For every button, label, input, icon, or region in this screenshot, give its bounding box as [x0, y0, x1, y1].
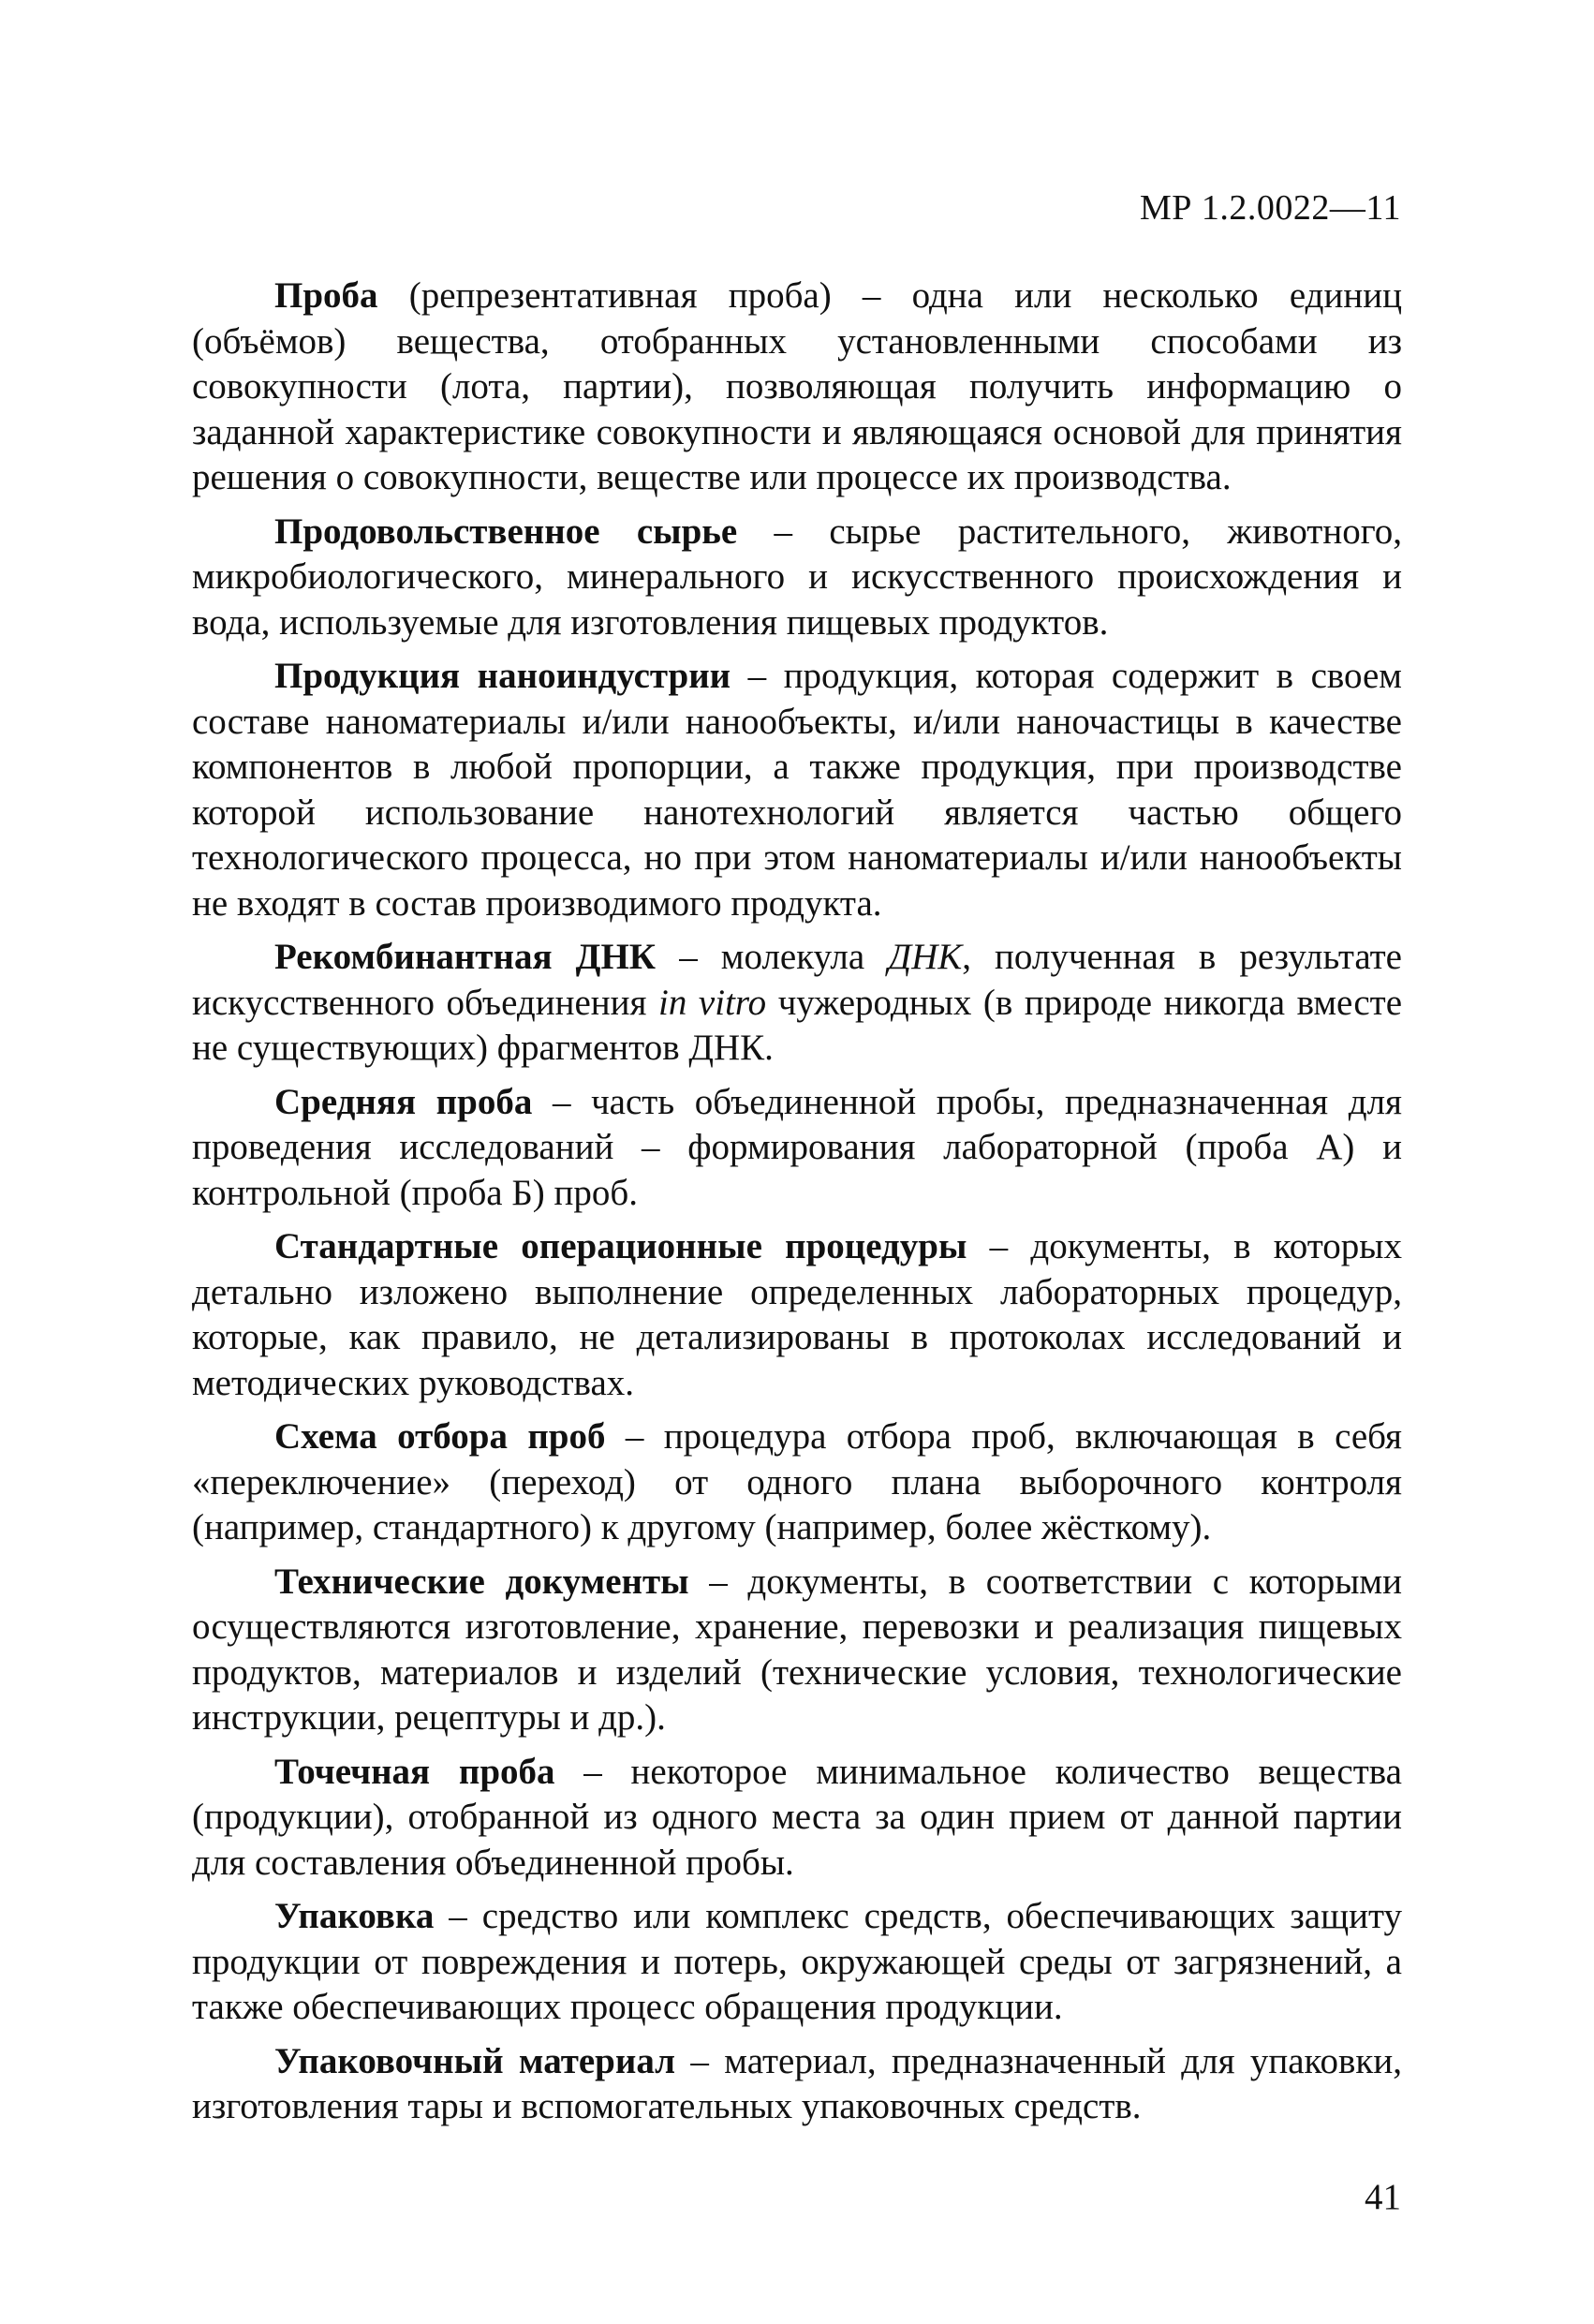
definition: – материал, предназначенный для упаковки, изготовления тары и вспомогательных упаковочных средств. [192, 2040, 1402, 2126]
definition: – средство или комплекс средств, обеспечивающих защиту продукции от повреждения и потерь, окружающей среды от загрязнений, а также обеспечивающих процесс обращения продукции. [192, 1896, 1402, 2027]
glossary-entry-skhema-otbora-prob [192, 1414, 1402, 1551]
definition-part: , полученная в результате искусственного объединения [192, 937, 1402, 1023]
definition: – документы, в которых детально изложено выполнение определенных лабораторных процедур, которые, как правило, не детализированы в протоколах исследований и методических руководствах. [192, 1226, 1402, 1403]
term: Рекомбинантная ДНК [274, 937, 657, 977]
glossary-entry-tochechnaya-proba [192, 1750, 1402, 1887]
definition: – продукция, которая содержит в своем составе наноматериалы и/или нанообъекты, и/или наночастицы в качестве компонентов в любой пропорции, а также продукция, при производстве которой использование нанотехнологий является частью общего технологического процесса, но при этом наноматериалы и/или нанообъекты не входят в состав производимого продукта. [192, 656, 1402, 924]
glossary-entry-upakovochnyy-material [192, 2039, 1402, 2130]
term: Стандартные операционные процедуры [274, 1226, 967, 1266]
term: Продовольственное сырье [274, 511, 738, 552]
glossary-entry-standartnye-protsedury [192, 1224, 1402, 1406]
definition: – часть объединенной пробы, предназначенная для проведения исследований – формирования лабораторной (проба А) и контрольной (проба Б) проб. [192, 1081, 1402, 1213]
term: Точечная проба [274, 1751, 555, 1792]
page-number: 41 [1365, 2177, 1401, 2217]
definition-italic: in vitro [658, 982, 767, 1023]
glossary-entry-proba [192, 274, 1402, 501]
glossary-body [192, 274, 1402, 2139]
definition: – сырье растительного, животного, микробиологического, минерального и искусственного происхождения и вода, используемые для изготовления пищевых продуктов. [192, 511, 1402, 643]
term: Технические документы [274, 1561, 689, 1602]
definition-part: чужеродных (в природе никогда вместе не существующих) фрагментов ДНК. [192, 982, 1403, 1068]
glossary-entry-srednyaya-proba [192, 1080, 1402, 1217]
glossary-entry-upakovka [192, 1894, 1402, 2031]
definition: – некоторое минимальное количество вещества (продукции), отобранной из одного места за один прием от данной партии для составления объединенной пробы. [192, 1751, 1402, 1883]
term: Упаковочный материал [274, 2040, 676, 2081]
definition: – процедура отбора проб, включающая в себя «переключение» (переход) от одного плана выборочного контроля (например, стандартного) к другому (например, более жёсткому). [192, 1416, 1402, 1547]
glossary-entry-prodovolstvennoe-syrye [192, 510, 1402, 646]
term: Продукция наноиндустрии [274, 656, 731, 696]
term: Проба [274, 275, 378, 316]
document-code-header: МР 1.2.0022—11 [1139, 188, 1401, 228]
glossary-entry-produktsiya-nanoindustrii [192, 654, 1402, 926]
term: Схема отбора проб [274, 1416, 606, 1457]
definition-part: – молекула [656, 937, 889, 977]
glossary-entry-tekhnicheskie-dokumenty [192, 1560, 1402, 1741]
definition-italic: ДНК [888, 937, 963, 977]
definition: (репрезентативная проба) – одна или несколько единиц (объёмов) вещества, отобранных установленными способами из совокупности (лота, партии), позволяющая получить информацию о заданной характеристике совокупности и являющаяся основой для принятия решения о совокупности, веществе или процессе их производства. [192, 275, 1402, 497]
term: Упаковка [274, 1896, 435, 1936]
definition: – документы, в соответствии с которыми осуществляются изготовление, хранение, перевозки и реализация пищевых продуктов, материалов и изделий (технические условия, технологические инструкции, рецептуры и др.). [192, 1561, 1402, 1738]
term: Средняя проба [274, 1081, 533, 1122]
glossary-entry-rekombinantnaya-dnk [192, 935, 1402, 1072]
